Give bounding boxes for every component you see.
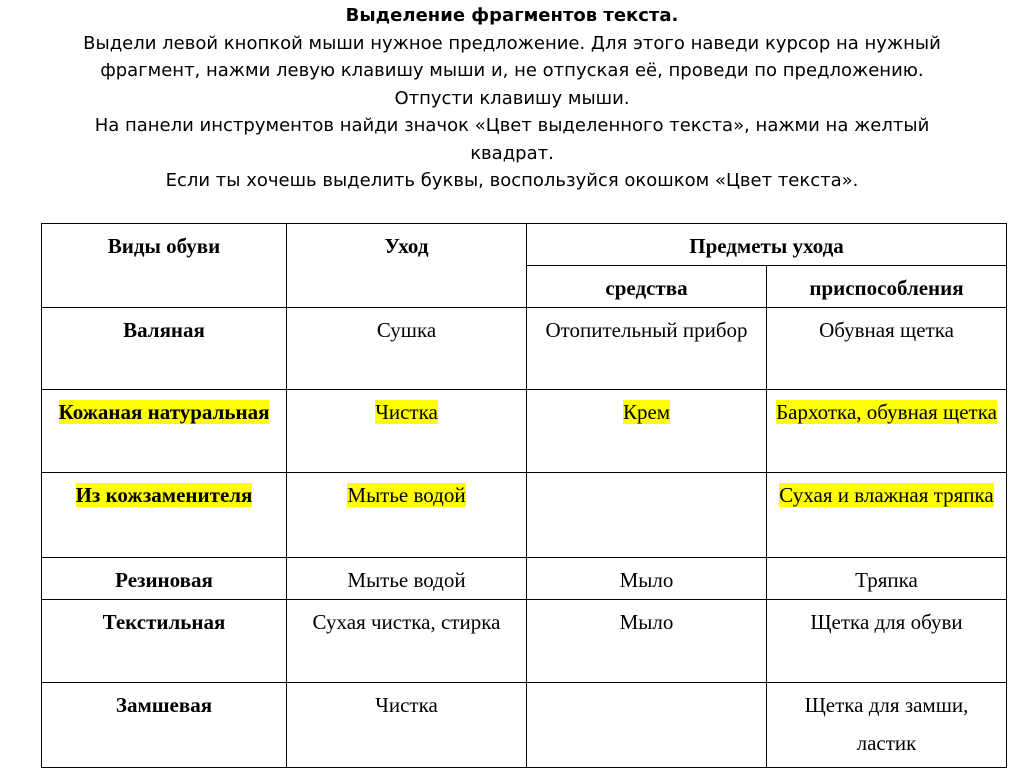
cell-tools: Щетка для замши, ластик: [767, 683, 1007, 768]
table-row: [42, 558, 1007, 600]
table-row: [42, 683, 1007, 768]
cell-tools: Тряпка: [767, 558, 1007, 600]
instruction-line: Выдели левой кнопкой мыши нужное предложение. Для этого наведи курсор на нужный: [83, 32, 941, 54]
cell-means: Отопительный прибор: [527, 308, 767, 390]
instruction-line: квадрат.: [470, 142, 554, 164]
cell-tools: Сухая и влажная тряпка: [767, 473, 1007, 558]
cell-means: Мыло: [527, 558, 767, 600]
cell-shoe-type: Из кожзаменителя: [42, 473, 287, 558]
cell-shoe-type: Резиновая: [42, 558, 287, 600]
cell-care: Чистка: [287, 390, 527, 473]
cell-means: Мыло: [527, 600, 767, 683]
cell-care: Сухая чистка, стирка: [287, 600, 527, 683]
cell-tools: Бархотка, обувная щетка: [767, 390, 1007, 473]
cell-shoe-type: Текстильная: [42, 600, 287, 683]
cell-care: Мытье водой: [287, 558, 527, 600]
header-means: средства: [527, 266, 767, 308]
header-care: Уход: [287, 224, 527, 308]
instruction-line: Если ты хочешь выделить буквы, воспользуйся окошком «Цвет текста».: [165, 170, 859, 191]
header-shoe-types: Виды обуви: [42, 224, 287, 308]
table-row: [42, 308, 1007, 390]
cell-tools: Обувная щетка: [767, 308, 1007, 390]
table-row: [42, 473, 1007, 558]
cell-shoe-type: Валяная: [42, 308, 287, 390]
instruction-line: На панели инструментов найди значок «Цвет выделенного текста», нажми на желтый: [94, 115, 930, 136]
header-care-items: Предметы ухода: [527, 224, 1007, 266]
cell-tools: Щетка для обуви: [767, 600, 1007, 683]
header-tools: приспособления: [767, 266, 1007, 308]
cell-means: Крем: [527, 390, 767, 473]
cell-shoe-type: Кожаная натуральная: [42, 390, 287, 473]
table-row: [42, 390, 1007, 473]
cell-care: Сушка: [287, 308, 527, 390]
cell-means: [527, 473, 767, 558]
cell-means: [527, 683, 767, 768]
shoe-care-table: [41, 223, 1007, 768]
cell-care: Чистка: [287, 683, 527, 768]
instruction-line: фрагмент, нажми левую клавишу мыши и, не отпуская её, проведи по предложению.: [100, 60, 924, 81]
cell-care: Мытье водой: [287, 473, 527, 558]
table-row: [42, 600, 1007, 683]
instructions-heading: Выделение фрагментов текста.: [345, 5, 679, 26]
instruction-line: Отпусти клавишу мыши.: [394, 87, 630, 109]
cell-shoe-type: Замшевая: [42, 683, 287, 768]
instructions-block: [40, 2, 984, 195]
